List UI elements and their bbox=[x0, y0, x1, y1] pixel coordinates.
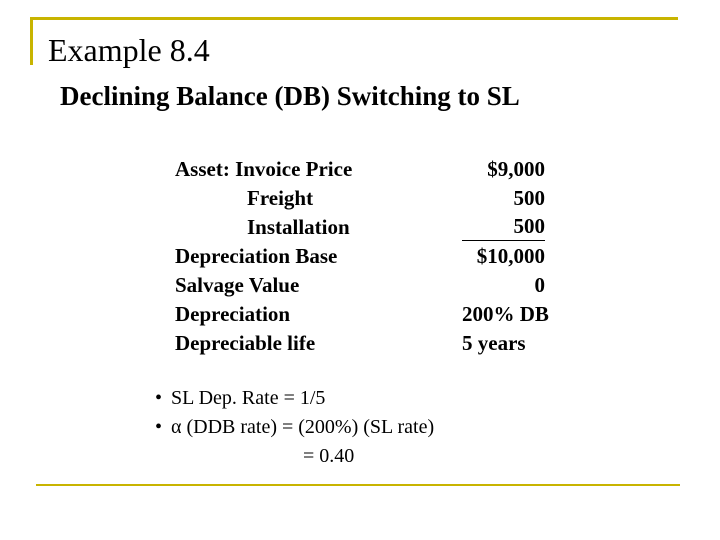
table-row bbox=[175, 271, 570, 300]
continuation-line: = 0.40 bbox=[303, 445, 355, 467]
slide-title: Example 8.4 bbox=[48, 32, 210, 68]
row-label: Depreciation bbox=[175, 302, 291, 326]
row-label: Salvage Value bbox=[175, 273, 300, 297]
list-item bbox=[155, 384, 434, 413]
row-value: $10,000 bbox=[476, 244, 545, 268]
row-value: $9,000 bbox=[487, 157, 545, 181]
list-item bbox=[155, 413, 434, 442]
row-value bbox=[462, 213, 545, 241]
table-row bbox=[175, 213, 570, 242]
row-value-text: 500 bbox=[513, 214, 545, 238]
row-value: 5 years bbox=[462, 331, 526, 355]
bullet-icon: • bbox=[155, 387, 163, 409]
row-label: Depreciation Base bbox=[175, 244, 338, 268]
bullet-list bbox=[155, 384, 434, 471]
bullet-icon: • bbox=[155, 416, 163, 438]
table-row bbox=[175, 242, 570, 271]
row-label: Asset: Invoice Price bbox=[175, 157, 353, 181]
table-row bbox=[175, 184, 570, 213]
table-row bbox=[175, 300, 570, 329]
row-value: 200% DB bbox=[462, 302, 549, 326]
row-value: 0 bbox=[534, 273, 545, 297]
row-label: Installation bbox=[247, 215, 350, 239]
bullet-text: SL Dep. Rate = 1/5 bbox=[171, 387, 326, 409]
bullet-text: α (DDB rate) = (200%) (SL rate) bbox=[171, 416, 435, 438]
row-label: Freight bbox=[247, 186, 314, 210]
top-rule bbox=[30, 17, 678, 20]
bottom-rule bbox=[36, 484, 680, 486]
row-label: Depreciable life bbox=[175, 331, 316, 355]
slide-subtitle: Declining Balance (DB) Switching to SL bbox=[60, 81, 520, 111]
table-row bbox=[175, 329, 570, 358]
table-row bbox=[175, 155, 570, 184]
row-value: 500 bbox=[513, 186, 545, 210]
asset-table bbox=[175, 155, 570, 358]
left-rule bbox=[30, 17, 33, 65]
